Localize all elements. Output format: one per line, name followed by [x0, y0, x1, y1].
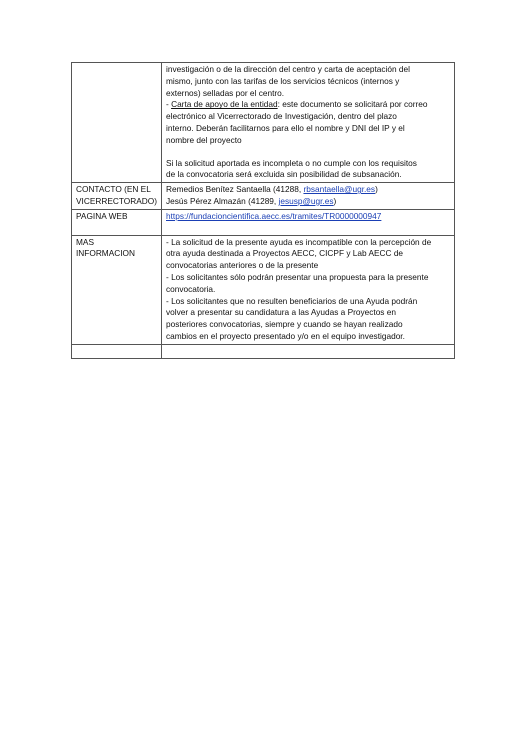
documentation-row	[72, 63, 455, 183]
carta-apoyo-line: nombre del proyecto	[166, 134, 242, 145]
more-info-line: cambios en el proyecto presentado y/o en el equipo investigador.	[166, 330, 405, 341]
more-info-line: - Los solicitantes sólo podrán presentar una propuesta para la presente	[166, 271, 429, 282]
more-info-line: posteriores convocatorias, siempre y cuando se hayan realizado	[166, 319, 403, 330]
email-link-2[interactable]: jesusp@ugr.es	[278, 195, 334, 206]
spacer	[76, 223, 158, 234]
more-info-row	[72, 235, 455, 344]
documentation-line: mismo, junto con las tarifas de los servicios técnicos (internos y	[166, 75, 400, 86]
contact-person-2	[166, 196, 451, 208]
more-info-line: convocatorias anteriores o de la presente	[166, 260, 319, 271]
empty-row	[72, 344, 455, 358]
more-info-line: volver a presentar su candidatura a las Ayudas a Proyectos en	[166, 307, 396, 318]
contact-row	[72, 183, 455, 210]
empty-cell	[72, 344, 162, 358]
warning-line: de la convocatoria será excluida sin posibilidad de subsanación.	[166, 169, 402, 180]
contact-label: CONTACTO (EN EL	[76, 184, 151, 195]
more-info-line: convocatoria.	[166, 283, 216, 294]
documentation-label-cell	[72, 63, 162, 183]
more-info-label: INFORMACION	[76, 248, 135, 259]
info-table	[71, 62, 455, 359]
carta-apoyo-line: electrónico al Vicerrectorado de Investigación, dentro del plazo	[166, 111, 397, 122]
empty-cell	[162, 344, 455, 358]
contact-label: VICERRECTORADO)	[76, 195, 157, 206]
documentation-line: investigación o de la dirección del centro y carta de aceptación del	[166, 64, 410, 74]
more-info-content-cell	[162, 235, 455, 344]
email-link-1[interactable]: rbsantaella@ugr.es	[303, 184, 376, 195]
carta-apoyo-line: interno. Deberán facilitarnos para ello el nombre y DNI del IP y el	[166, 122, 405, 133]
website-content-cell	[162, 209, 455, 235]
more-info-label-cell	[72, 235, 162, 344]
carta-prefix: -	[166, 99, 172, 110]
spacer	[166, 147, 451, 158]
carta-apoyo-label: Carta de apoyo de la entidad	[171, 99, 278, 110]
more-info-line: - La solicitud de la presente ayuda es incompatible con la percepción de	[166, 236, 432, 247]
website-link[interactable]: https://fundacioncientifica.aecc.es/tramites/TR0000000947	[166, 210, 382, 221]
spacer	[166, 223, 451, 234]
website-label: PAGINA WEB	[76, 210, 128, 221]
more-info-label: MAS	[76, 236, 94, 247]
carta-apoyo-line	[166, 99, 451, 111]
contact-person-1-name: Remedios Benítez Santaella (41288,	[166, 184, 304, 195]
documentation-content-cell	[162, 63, 455, 183]
contact-close-2: )	[333, 195, 337, 206]
more-info-line: otra ayuda destinada a Proyectos AECC, CICPF y Lab AECC de	[166, 248, 404, 259]
website-label-cell	[72, 209, 162, 235]
contact-label-cell	[72, 183, 162, 210]
contact-close-1: )	[375, 184, 378, 195]
warning-line: Si la solicitud aportada es incompleta o no cumple con los requisitos	[166, 157, 417, 168]
contact-person-1	[166, 184, 451, 196]
more-info-line: - Los solicitantes que no resulten beneficiarios de una Ayuda podrán	[166, 295, 418, 306]
documentation-line: externos) selladas por el centro.	[166, 87, 285, 98]
contact-person-2-name: Jesús Pérez Almazán (41289,	[166, 195, 279, 206]
website-row	[72, 209, 455, 235]
carta-apoyo-text: : este documento se solicitará por correo	[277, 99, 428, 110]
contact-content-cell	[162, 183, 455, 210]
